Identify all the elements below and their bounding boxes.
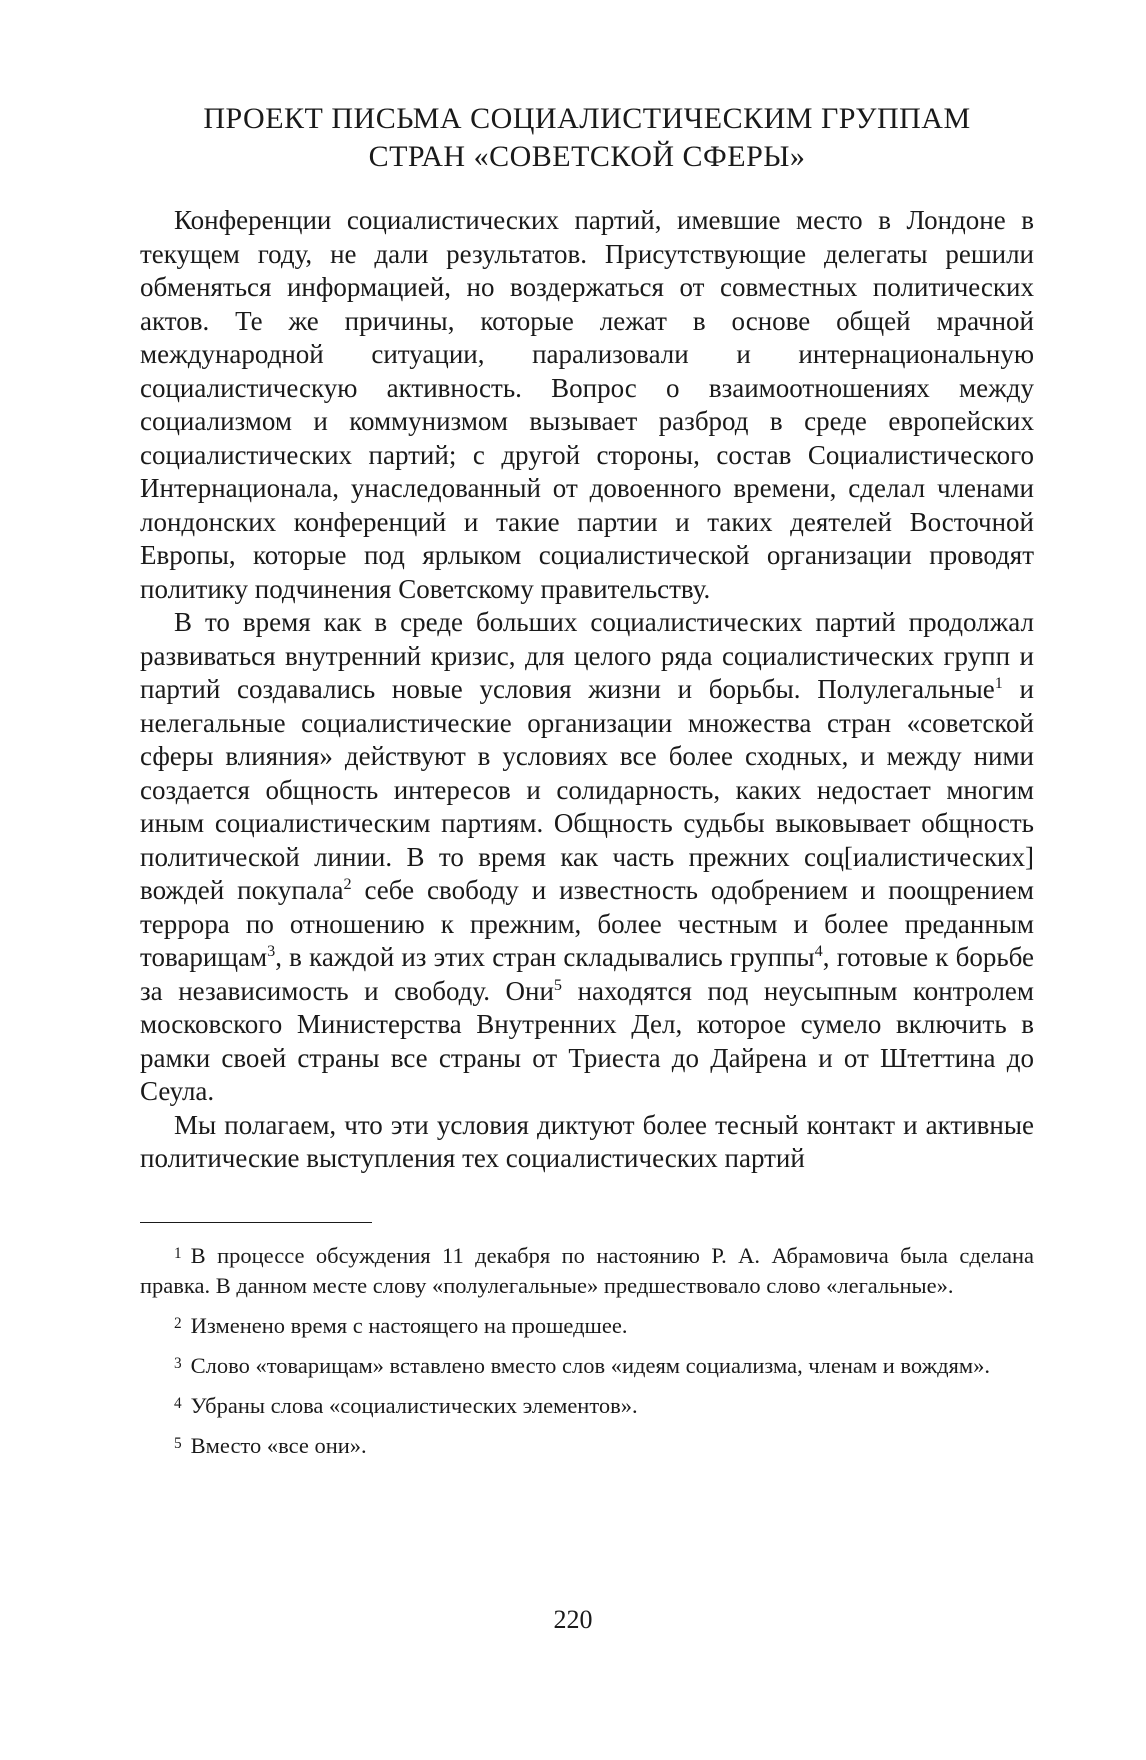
paragraph-2 bbox=[140, 606, 1034, 1109]
body-text bbox=[140, 204, 1034, 1176]
paragraph-2-part-a: В то время как в среде больших социалистических партий продолжал развиваться внутренний кризис, для целого ряда социалистических групп и партий создавались новые условия жизни и борьбы. Полулегальные bbox=[140, 607, 1034, 704]
paragraph-3: Мы полагаем, что эти условия диктуют более тесный контакт и активные политические выступления тех социалистических партий bbox=[140, 1109, 1034, 1173]
footnote-number: 2 bbox=[174, 1314, 182, 1332]
footnote bbox=[140, 1429, 1034, 1461]
paragraph-2-part-b: и нелегальные социалистические организации множества стран «советской сферы влияния» действуют в условиях все более сходных, и между ними создается общность интересов и солидарность, каких недостает многим иным социалистическим партиям. Общность судьбы выковывает общность политической линии. В то время как часть прежних соц[иалистических] вождей покупала bbox=[140, 674, 1034, 905]
footnotes bbox=[140, 1239, 1034, 1461]
footnote-number: 1 bbox=[174, 1244, 182, 1262]
footnote-ref-5: 5 bbox=[553, 975, 563, 994]
paragraph-2-part-f: находятся под неусыпным контролем московского Министерства Внутренних Дел, которое сумело включить в рамки своей страны все страны от Триеста до Дайрена и от Штеттина до Сеула. bbox=[140, 975, 1034, 1106]
footnote-text: Вместо «все они». bbox=[190, 1432, 367, 1458]
footnote bbox=[140, 1389, 1034, 1421]
footnote-text: Изменено время с настоящего на прошедшее. bbox=[190, 1312, 628, 1338]
footnote bbox=[140, 1309, 1034, 1341]
footnote bbox=[140, 1239, 1034, 1301]
paragraph-2-part-e: , готовые к борьбе за независимость и свободу. Они bbox=[140, 942, 1034, 1006]
footnote-text: В процессе обсуждения 11 декабря по настоянию Р. А. Абрамовича была сделана правка. В данном месте слову «полулегальные» предшествовало слово «легальные». bbox=[140, 1242, 1034, 1298]
footnote-number: 4 bbox=[174, 1394, 182, 1412]
page-title bbox=[140, 100, 1034, 176]
footnote-text: Слово «товарищам» вставлено вместо слов «идеям социализма, членам и вождям». bbox=[190, 1352, 991, 1378]
footnote-ref-2: 2 bbox=[343, 875, 352, 893]
footnote bbox=[140, 1349, 1034, 1381]
footnote-number: 5 bbox=[174, 1434, 182, 1452]
page-number: 220 bbox=[553, 1605, 593, 1634]
title-line-1: ПРОЕКТ ПИСЬМА СОЦИАЛИСТИЧЕСКИМ ГРУППАМ bbox=[203, 102, 971, 135]
page-content bbox=[140, 100, 1034, 1469]
paragraph-2-part-d: , в каждой из этих стран складывались группы bbox=[275, 942, 815, 972]
title-line-2: СТРАН «СОВЕТСКОЙ СФЕРЫ» bbox=[368, 140, 806, 173]
paragraph-2-part-c: себе свободу и известность одобрением и поощрением террора по отношению к прежним, более честным и более преданным товарищам bbox=[140, 875, 1034, 972]
footnote-ref-1: 1 bbox=[994, 674, 1003, 692]
footnote-ref-4: 4 bbox=[814, 942, 823, 960]
footnote-divider bbox=[140, 1222, 372, 1223]
paragraph-1: Конференции социалистических партий, имевшие место в Лондоне в текущем году, не дали результатов. Присутствующие делегаты решили обменяться информацией, но воздержаться от совместных политических актов. Те же причины, которые лежат в основе общей мрачной международной ситуации, парализовали и интернациональную социалистическую активность. Вопрос о взаимоотношениях между социализмом и коммунизмом вызывает разброд в среде европейских социалистических партий; с другой стороны, состав Социалистического Интернационала, унаследованный от довоенного времени, сделал членами лондонских конференций и такие партии и таких деятелей Восточной Европы, которые под ярлыком социалистической организации проводят политику подчинения Советскому правительству. bbox=[140, 205, 1034, 604]
footnote-text: Убраны слова «социалистических элементов». bbox=[190, 1392, 638, 1418]
footnote-ref-3: 3 bbox=[267, 942, 276, 960]
footnote-number: 3 bbox=[174, 1354, 182, 1372]
